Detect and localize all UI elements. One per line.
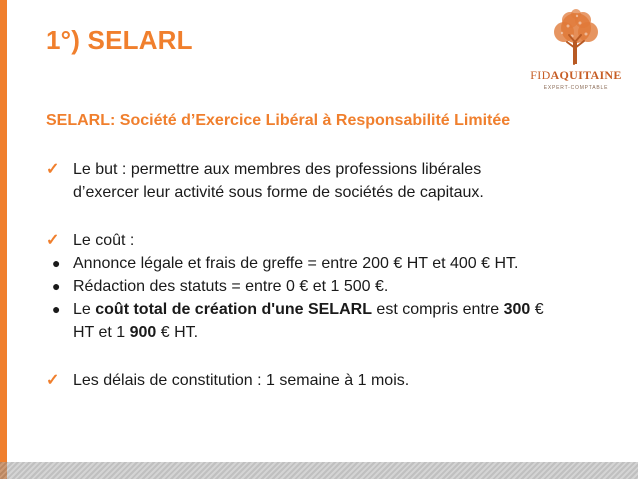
- bullet-total: [46, 298, 616, 344]
- bullet-icon: ●: [52, 301, 61, 317]
- bullet-annonce-text: Annonce légale et frais de greffe = entre 200 € HT et 400 € HT.: [73, 255, 519, 272]
- bottom-decorative-band: [0, 462, 638, 479]
- item-cout-label: Le coût :: [73, 232, 135, 249]
- logo-brand: FIDAQUITAINE: [530, 68, 622, 82]
- bullet-redaction: [46, 275, 616, 298]
- checkmark-icon: ✓: [46, 161, 60, 178]
- slide-subtitle: SELARL: Société d’Exercice Libéral à Responsabilité Limitée: [46, 112, 511, 129]
- bullet-annonce: [46, 252, 616, 275]
- bullet-redaction-text: Rédaction des statuts = entre 0 € et 1 500 €.: [73, 278, 389, 295]
- bullet-total-line2: HT et 1 900 € HT.: [73, 324, 199, 341]
- item-delais-text: Les délais de constitution : 1 semaine à 1 mois.: [73, 372, 410, 389]
- fidaquitaine-logo: [528, 8, 624, 98]
- item-cout: [46, 229, 616, 252]
- bullet-icon: ●: [52, 278, 61, 294]
- item-delais: [46, 369, 616, 392]
- accent-bar: [0, 0, 7, 479]
- slide-title: 1°) SELARL: [46, 25, 193, 55]
- item-but: [46, 158, 616, 204]
- slide-content: [46, 158, 616, 392]
- checkmark-icon: ✓: [46, 232, 60, 249]
- bullet-total-line1: Le coût total de création d'une SELARL est compris entre 300 €: [73, 301, 544, 318]
- logo-tagline: EXPERT-COMPTABLE: [543, 85, 609, 91]
- item-but-line1: Le but : permettre aux membres des professions libérales: [73, 161, 482, 178]
- checkmark-icon: ✓: [46, 372, 60, 389]
- bullet-icon: ●: [52, 255, 61, 271]
- item-but-line2: d’exercer leur activité sous forme de sociétés de capitaux.: [73, 184, 484, 201]
- tree-icon: [528, 8, 624, 66]
